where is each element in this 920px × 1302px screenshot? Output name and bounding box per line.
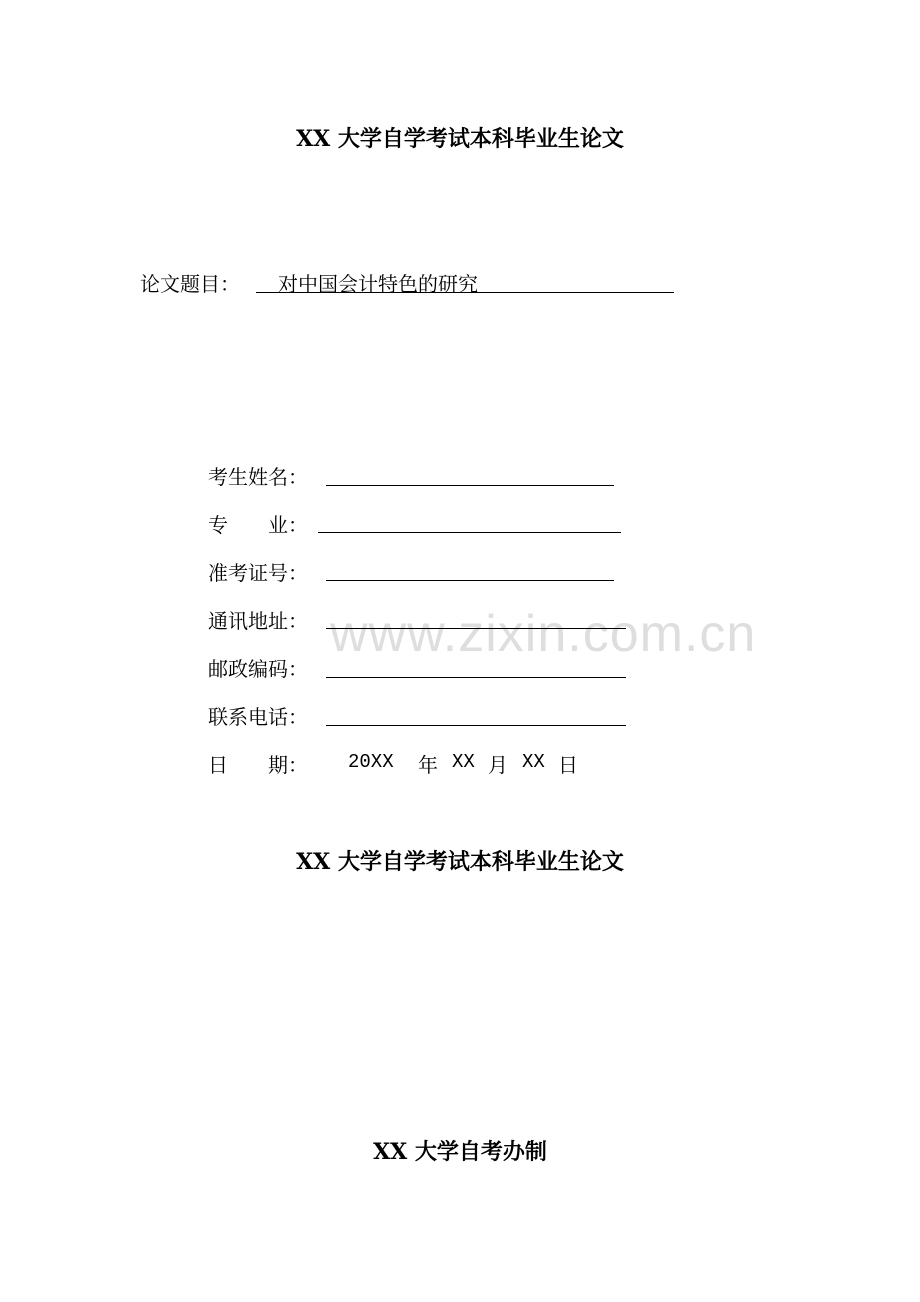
thesis-title: 对中国会计特色的研究 — [278, 272, 478, 296]
date-month: XX — [452, 751, 475, 773]
field-label-postcode: 邮政编码： — [208, 657, 308, 681]
field-line-postcode[interactable] — [326, 677, 626, 678]
watermark: www.zixin.com.cn — [330, 605, 757, 663]
issuer-footer: XX 大学自考办制 — [373, 1139, 547, 1165]
date-label: 日 期： — [208, 753, 308, 777]
document-title-repeat: XX 大学自学考试本科毕业生论文 — [296, 849, 624, 875]
field-label-address: 通讯地址： — [208, 609, 308, 633]
field-label-exam-id: 准考证号： — [208, 561, 308, 585]
field-line-name[interactable] — [326, 485, 614, 486]
date-day: XX — [522, 751, 545, 773]
date-year-unit: 年 — [418, 753, 438, 777]
date-day-unit: 日 — [558, 753, 578, 777]
field-label-name: 考生姓名： — [208, 465, 308, 489]
field-line-major[interactable] — [318, 532, 621, 533]
field-line-exam-id[interactable] — [326, 580, 614, 581]
date-year: 20XX — [348, 751, 394, 773]
thesis-label: 论文题目： — [140, 272, 240, 296]
field-line-phone[interactable] — [326, 725, 626, 726]
field-label-major: 专 业： — [208, 513, 308, 537]
field-label-phone: 联系电话： — [208, 705, 308, 729]
date-month-unit: 月 — [488, 753, 508, 777]
document-title: XX 大学自学考试本科毕业生论文 — [296, 126, 624, 152]
